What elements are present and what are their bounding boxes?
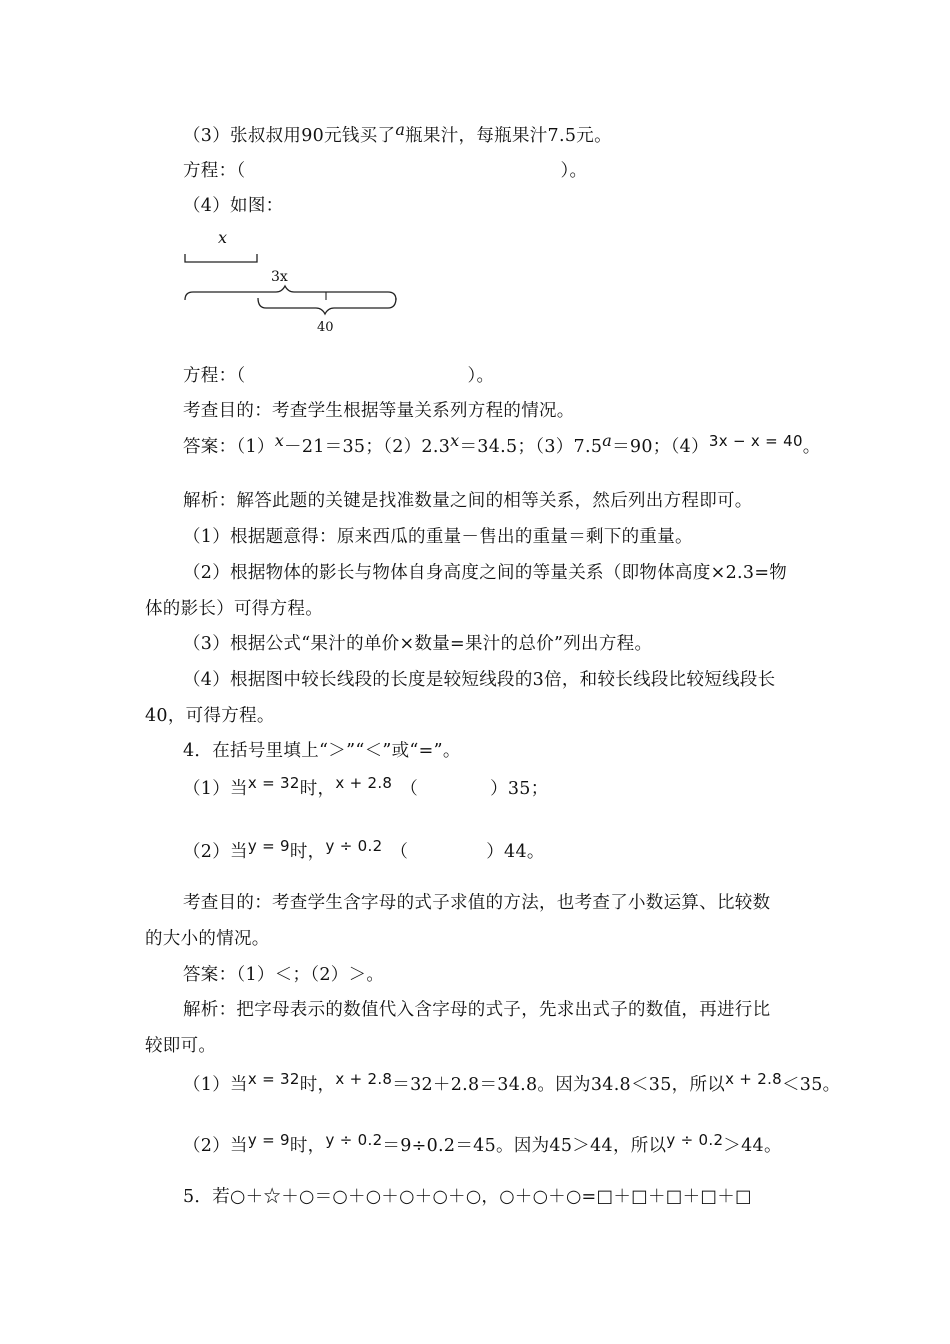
step1-mid: 时， bbox=[299, 1075, 336, 1095]
q5-item1-expr: x + 2.8 bbox=[335, 774, 393, 792]
q5-item1-paren-close: ）35； bbox=[490, 779, 549, 799]
brace-bottom-40 bbox=[258, 298, 396, 314]
diagram-label-40: 40 bbox=[317, 320, 334, 335]
q5-item2-mid: 时， bbox=[289, 842, 326, 862]
analysis-2-step2 bbox=[183, 1131, 782, 1158]
q5-item2-paren-open: （ bbox=[390, 842, 409, 862]
answer-1 bbox=[183, 431, 821, 459]
step2-end: ＞44。 bbox=[723, 1136, 782, 1156]
q5-item1-cond: x = 32 bbox=[247, 774, 300, 792]
segment-diagram bbox=[178, 226, 408, 338]
analysis-1-p2-line1: （2）根据物体的影长与物体自身高度之间的等量关系（即物体高度×2.3=物 bbox=[183, 563, 788, 583]
diagram-label-3x: 3x bbox=[271, 269, 288, 285]
q3-equation bbox=[183, 159, 587, 183]
analysis-2-intro-line2: 较即可。 bbox=[145, 1036, 217, 1056]
q3-eq-close: ）。 bbox=[560, 161, 588, 181]
q4-title: （4）如图： bbox=[183, 196, 284, 216]
step1-prefix: （1）当 bbox=[183, 1075, 248, 1095]
q5-item1-mid: 时， bbox=[299, 779, 336, 799]
q6-problem: 5．若○＋☆＋○＝○＋○＋○＋○＋○，○＋○＋○=□＋□＋□＋□＋□ bbox=[183, 1187, 752, 1207]
q3-eq-label: 方程：（ bbox=[183, 161, 246, 181]
step2-mid: 时， bbox=[289, 1136, 326, 1156]
step1-expr: x + 2.8 bbox=[335, 1070, 393, 1088]
q5-title: 4．在括号里填上“＞”“＜”或“=”。 bbox=[183, 741, 461, 761]
q3-problem-text: （3）张叔叔用90元钱买了 bbox=[183, 126, 396, 146]
q3-problem-end: 瓶果汁，每瓶果汁7.5元。 bbox=[405, 126, 612, 146]
goal-2-line1: 考查目的：考查学生含字母的式子求值的方法，也考查了小数运算、比较数 bbox=[183, 893, 771, 913]
q5-item2-expr: y ÷ 0.2 bbox=[325, 837, 383, 855]
short-segment bbox=[185, 254, 257, 262]
q5-item1-paren-open: （ bbox=[400, 779, 419, 799]
step2-expr: y ÷ 0.2 bbox=[325, 1131, 383, 1149]
q5-item-2 bbox=[183, 837, 545, 864]
answer-2: 答案：（1）＜；（2）＞。 bbox=[183, 965, 385, 985]
step2-cond: y = 9 bbox=[247, 1131, 290, 1149]
analysis-1-p4-line1: （4）根据图中较长线段的长度是较短线段的3倍，和较长线段比较短线段长 bbox=[183, 670, 776, 690]
q5-item2-cond: y = 9 bbox=[247, 837, 290, 855]
analysis-1-p2-line2: 体的影长）可得方程。 bbox=[145, 599, 323, 619]
analysis-2-step1 bbox=[183, 1070, 841, 1097]
analysis-1-p4-line2: 40，可得方程。 bbox=[145, 706, 275, 726]
q5-item-1 bbox=[183, 774, 549, 801]
answer1-prefix: 答案：（1） bbox=[183, 437, 275, 457]
goal-1: 考查目的：考查学生根据等量关系列方程的情况。 bbox=[183, 401, 575, 421]
q5-item2-paren-close: ）44。 bbox=[486, 842, 545, 862]
q3-problem bbox=[183, 120, 612, 148]
q4-eq-label: 方程：（ bbox=[183, 366, 246, 386]
step2-expr-2: y ÷ 0.2 bbox=[666, 1131, 724, 1149]
step1-end: ＜35。 bbox=[782, 1075, 841, 1095]
step2-prefix: （2）当 bbox=[183, 1136, 248, 1156]
step2-calc: ＝9÷0.2＝45。因为45＞44，所以 bbox=[382, 1136, 667, 1156]
q5-item1-prefix: （1）当 bbox=[183, 779, 248, 799]
answer1-end: 。 bbox=[802, 437, 821, 457]
analysis-1-p3: （3）根据公式“果汁的单价×数量=果汁的总价”列出方程。 bbox=[183, 634, 653, 654]
step1-expr-2: x + 2.8 bbox=[725, 1070, 782, 1088]
goal-2-line2: 的大小的情况。 bbox=[145, 929, 270, 949]
answer1-part-2: ＝34.5；（3）7.5 bbox=[459, 437, 603, 457]
answer1-part-1: －21＝35；（2）2.3 bbox=[284, 437, 451, 457]
answer1-part-3: ＝90；（4） bbox=[612, 437, 709, 457]
q5-item2-prefix: （2）当 bbox=[183, 842, 248, 862]
step1-calc: ＝32＋2.8＝34.8。因为34.8＜35，所以 bbox=[392, 1075, 726, 1095]
q4-eq-close: ）。 bbox=[467, 366, 495, 386]
step1-cond: x = 32 bbox=[247, 1070, 300, 1088]
answer1-expr-4: 3x − x = 40 bbox=[708, 432, 803, 450]
q4-equation bbox=[183, 364, 494, 388]
analysis-2-intro-line1: 解析：把字母表示的数值代入含字母的式子，先求出式子的数值，再进行比 bbox=[183, 1000, 771, 1020]
diagram-label-x: x bbox=[218, 228, 228, 247]
q3-var-a: a bbox=[395, 120, 406, 139]
long-brace-top bbox=[185, 286, 396, 300]
analysis-1-intro: 解析：解答此题的关键是找准数量之间的相等关系，然后列出方程即可。 bbox=[183, 491, 753, 511]
answer1-var-1: x bbox=[274, 431, 285, 450]
analysis-1-p1: （1）根据题意得：原来西瓜的重量－售出的重量＝剩下的重量。 bbox=[183, 527, 693, 547]
answer1-var-2: x bbox=[450, 431, 460, 450]
answer1-var-3: a bbox=[602, 431, 613, 450]
